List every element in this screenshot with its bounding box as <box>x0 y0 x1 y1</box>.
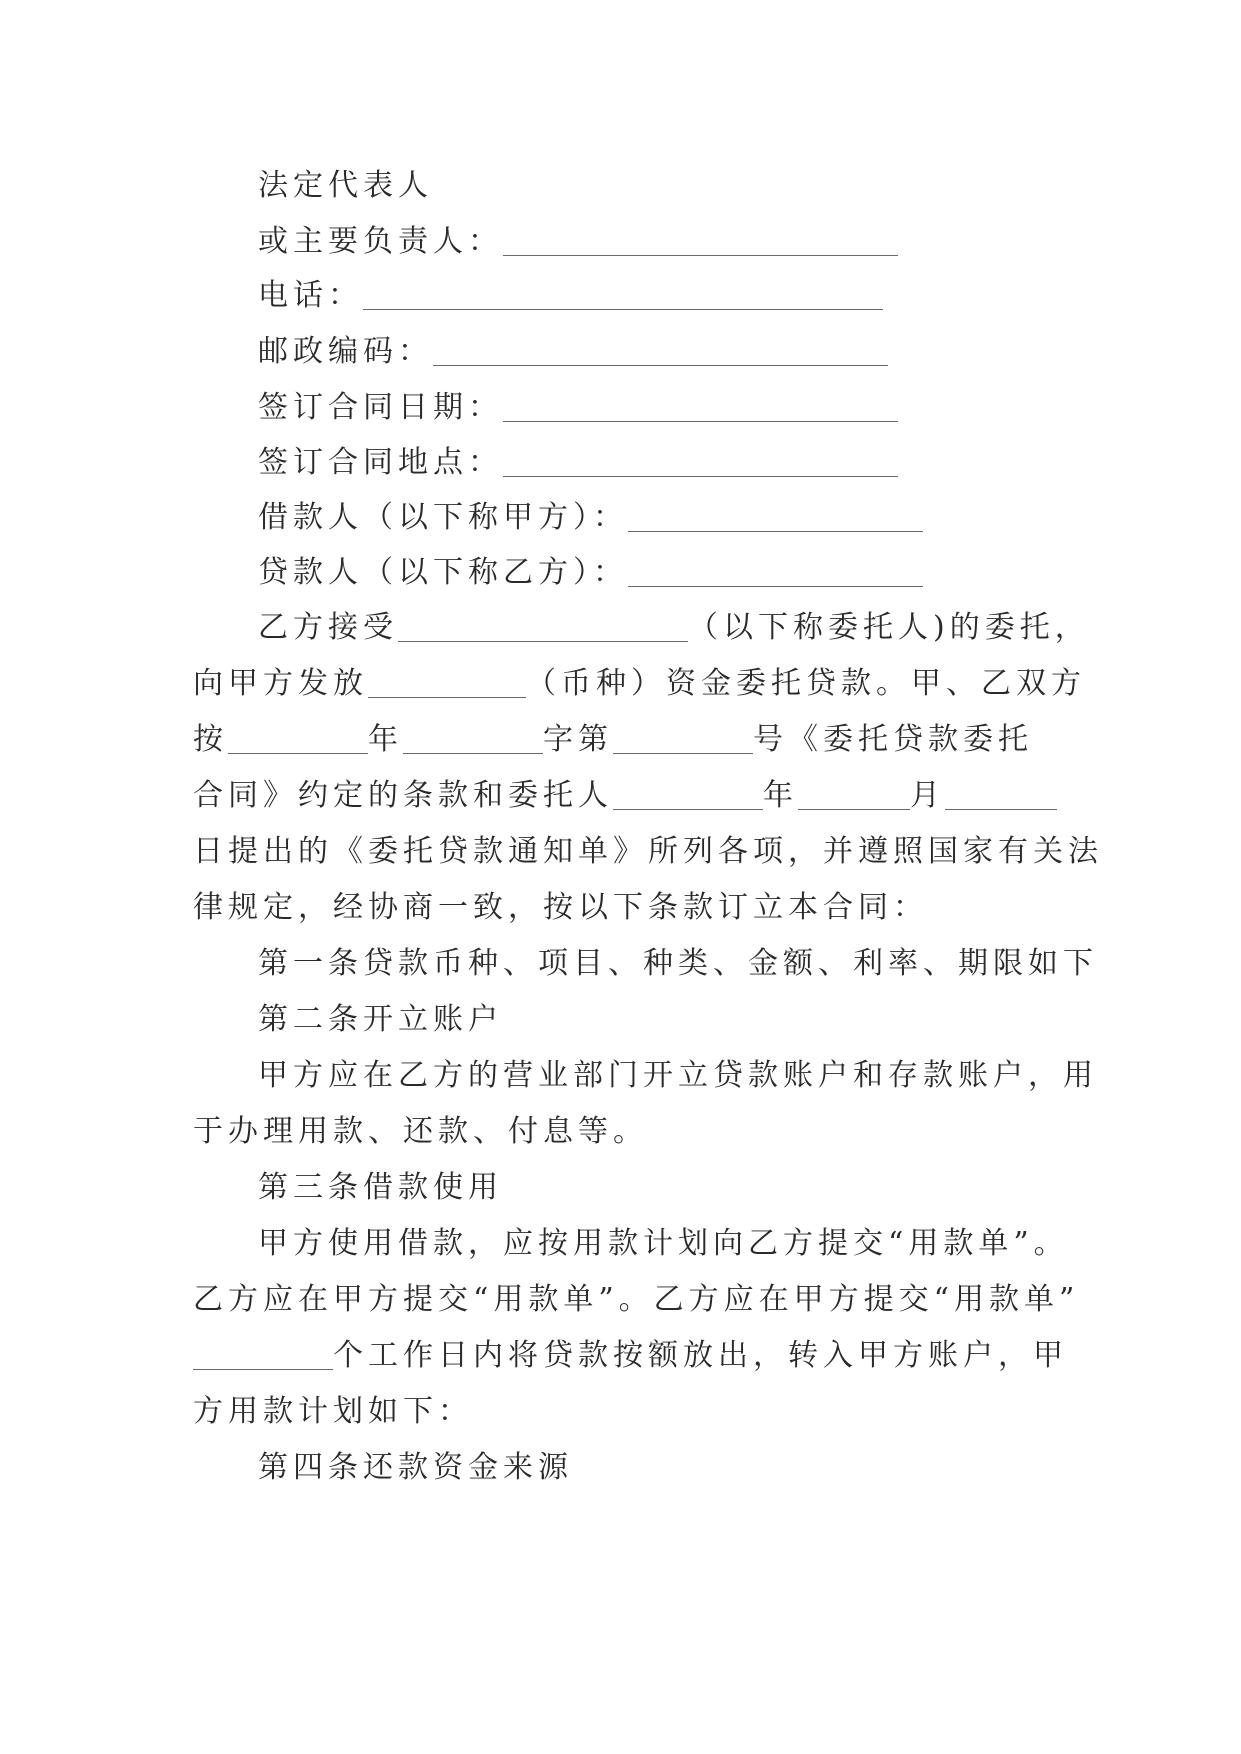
sign-place-field <box>258 443 898 483</box>
notice-year-blank[interactable] <box>613 779 763 810</box>
trustor-blank[interactable] <box>398 611 688 642</box>
article-1-title: 第一条贷款币种、项目、种类、金额、利率、期限如下 <box>258 946 1098 981</box>
article-3-paragraph-line-3: 个工作日内将贷款按额放出，转入甲方账户，甲 <box>193 1336 1068 1376</box>
borrower-label: 借款人（以下称甲方）： <box>258 500 628 535</box>
sign-place-blank[interactable] <box>503 446 898 477</box>
contract-code-blank[interactable] <box>403 723 543 754</box>
representative-field <box>258 222 898 262</box>
preamble-line-4: 合同》约定的条款和委托人 年 月 <box>193 776 1057 816</box>
article-3-paragraph-line-2: 乙方应在甲方提交“用款单”。乙方应在甲方提交“用款单” <box>193 1282 1080 1317</box>
article-4-title: 第四条还款资金来源 <box>258 1450 573 1485</box>
article-2-title: 第二条开立账户 <box>258 1002 503 1037</box>
notice-month-blank[interactable] <box>798 779 910 810</box>
notice-day-blank[interactable] <box>945 779 1057 810</box>
article-3-paragraph-line-4: 方用款计划如下： <box>193 1394 473 1429</box>
sign-date-field <box>258 388 898 428</box>
lender-field <box>258 553 923 593</box>
preamble-line-6: 律规定，经协商一致，按以下条款订立本合同： <box>193 890 928 925</box>
postal-code-blank[interactable] <box>433 335 888 366</box>
article-3-title: 第三条借款使用 <box>258 1170 503 1205</box>
article-2-paragraph-line-1: 甲方应在乙方的营业部门开立贷款账户和存款账户，用 <box>258 1058 1098 1093</box>
lender-label: 贷款人（以下称乙方）： <box>258 555 628 590</box>
borrower-blank[interactable] <box>628 501 923 532</box>
article-3-paragraph-line-1: 甲方使用借款，应按用款计划向乙方提交“用款单”。 <box>258 1226 1069 1261</box>
representative-blank[interactable] <box>503 225 898 256</box>
preamble-line-3: 按 年 字第 号《委托贷款委托 <box>193 722 1033 757</box>
representative-label-line1: 法定代表人 <box>258 168 433 203</box>
representative-label-line2: 或主要负责人： <box>258 224 503 259</box>
sign-date-label: 签订合同日期： <box>258 390 503 425</box>
borrower-field <box>258 498 923 538</box>
postal-code-field <box>258 332 888 372</box>
preamble-line-2: 向甲方发放 （币种）资金委托贷款。甲、乙双方 <box>193 666 1086 701</box>
sign-date-blank[interactable] <box>503 391 898 422</box>
phone-blank[interactable] <box>363 279 883 310</box>
working-days-blank[interactable] <box>193 1339 333 1370</box>
phone-label: 电话： <box>258 278 363 313</box>
lender-blank[interactable] <box>628 556 923 587</box>
contract-number-blank[interactable] <box>613 723 753 754</box>
currency-blank[interactable] <box>368 667 526 698</box>
phone-field <box>258 276 883 316</box>
article-2-paragraph-line-2: 于办理用款、还款、付息等。 <box>193 1114 648 1149</box>
preamble-line-5: 日提出的《委托贷款通知单》所列各项，并遵照国家有关法 <box>193 834 1103 869</box>
preamble-line-1: 乙方接受 （以下称委托人)的委托， <box>258 610 1090 645</box>
postal-code-label: 邮政编码： <box>258 334 433 369</box>
contract-year-blank[interactable] <box>228 723 368 754</box>
sign-place-label: 签订合同地点： <box>258 445 503 480</box>
